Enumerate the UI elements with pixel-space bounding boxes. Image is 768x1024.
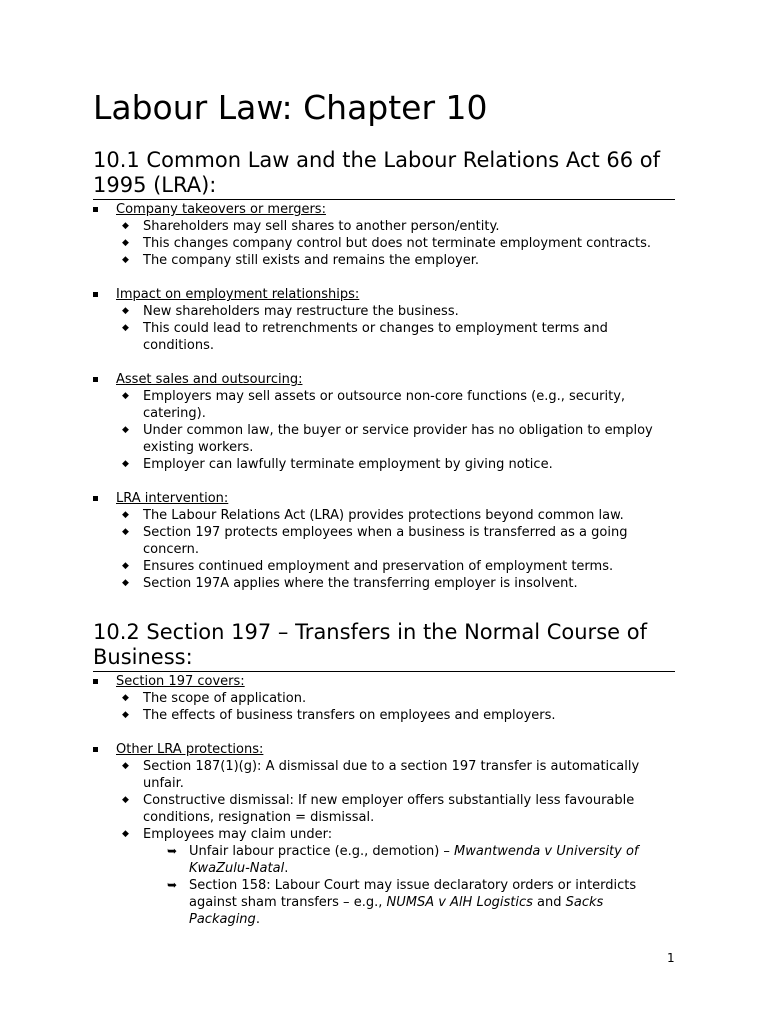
diamond-bullet-icon: ◆ (122, 761, 129, 771)
square-bullet-icon (93, 679, 98, 684)
bullet-list (93, 673, 675, 928)
sub-item: ◆ Employer can lawfully terminate employment by giving notice. (122, 457, 553, 472)
diamond-bullet-icon: ◆ (122, 238, 129, 248)
sub-item: ◆ Under common law, the buyer or service provider has no obligation to employ existing workers. (122, 423, 653, 455)
bullet-item (93, 371, 675, 473)
diamond-bullet-icon: ◆ (122, 829, 129, 839)
bullet-item (93, 741, 675, 928)
bullet-item (93, 673, 675, 724)
bullet-list (93, 201, 675, 592)
diamond-bullet-icon: ◆ (122, 425, 129, 435)
diamond-bullet-icon: ◆ (122, 795, 129, 805)
sub-list (116, 303, 675, 354)
diamond-bullet-icon: ◆ (122, 221, 129, 231)
bullet-label: Other LRA protections: (116, 742, 264, 757)
sub-item: ◆ The Labour Relations Act (LRA) provides protections beyond common law. (122, 508, 624, 523)
sub-list (116, 758, 675, 928)
diamond-bullet-icon: ◆ (122, 710, 129, 720)
sub-list (116, 690, 675, 724)
diamond-bullet-icon: ◆ (122, 561, 129, 571)
section-heading: 10.2 Section 197 – Transfers in the Normal Course of Business: (93, 620, 675, 672)
diamond-bullet-icon: ◆ (122, 391, 129, 401)
diamond-bullet-icon: ◆ (122, 306, 129, 316)
sub-list (116, 388, 675, 473)
page-number: 1 (667, 951, 675, 965)
bullet-label: Asset sales and outsourcing: (116, 372, 303, 387)
case-name: Mwantwenda v University of KwaZulu-Natal (189, 844, 639, 876)
square-bullet-icon (93, 496, 98, 501)
sub-item: ◆ This could lead to retrenchments or changes to employment terms and conditions. (122, 321, 608, 353)
bullet-label: Company takeovers or mergers: (116, 202, 326, 217)
sub-sub-list (143, 843, 675, 928)
sub-item: ◆ Shareholders may sell shares to another person/entity. (122, 219, 500, 234)
square-bullet-icon (93, 377, 98, 382)
arrow-bullet-icon: ➥ (167, 878, 178, 892)
diamond-bullet-icon: ◆ (122, 323, 129, 333)
section-10-1 (93, 148, 675, 592)
bullet-item (93, 201, 675, 269)
diamond-bullet-icon: ◆ (122, 693, 129, 703)
sub-item: ◆ Section 187(1)(g): A dismissal due to a section 197 transfer is automatically unfair. (122, 759, 640, 791)
document-title: Labour Law: Chapter 10 (93, 88, 488, 127)
diamond-bullet-icon: ◆ (122, 255, 129, 265)
section-heading: 10.1 Common Law and the Labour Relations Act 66 of 1995 (LRA): (93, 148, 675, 200)
sub-list (116, 218, 675, 269)
bullet-item (93, 490, 675, 592)
sub-item: ◆ Section 197A applies where the transferring employer is insolvent. (122, 576, 578, 591)
diamond-bullet-icon: ◆ (122, 459, 129, 469)
square-bullet-icon (93, 747, 98, 752)
sub-sub-item: ➥ Unfair labour practice (e.g., demotion) – Mwantwenda v University of KwaZulu-Natal. (167, 844, 639, 876)
arrow-bullet-icon: ➥ (167, 844, 178, 858)
bullet-label: Section 197 covers: (116, 674, 245, 689)
case-name: NUMSA v AlH Logistics (386, 895, 533, 910)
section-10-2 (93, 620, 675, 928)
sub-list (116, 507, 675, 592)
diamond-bullet-icon: ◆ (122, 527, 129, 537)
bullet-label: LRA intervention: (116, 491, 229, 506)
sub-item: ◆ The company still exists and remains the employer. (122, 253, 480, 268)
diamond-bullet-icon: ◆ (122, 510, 129, 520)
case-name: Sacks Packaging (189, 895, 604, 927)
sub-item: ◆ Ensures continued employment and preservation of employment terms. (122, 559, 614, 574)
bullet-item (93, 286, 675, 354)
sub-item: ◆ Section 197 protects employees when a business is transferred as a going concern. (122, 525, 628, 557)
sub-item: ◆ This changes company control but does not terminate employment contracts. (122, 236, 652, 251)
square-bullet-icon (93, 292, 98, 297)
sub-item: ◆ The effects of business transfers on employees and employers. (122, 708, 556, 723)
bullet-label: Impact on employment relationships: (116, 287, 360, 302)
sub-sub-item: ➥ Section 158: Labour Court may issue declaratory orders or interdicts against sham transfers – e.g., NUMSA v AlH Logistics and Sacks Packaging. (167, 878, 637, 927)
diamond-bullet-icon: ◆ (122, 578, 129, 588)
sub-item: ◆ Employers may sell assets or outsource non-core functions (e.g., security, catering). (122, 389, 626, 421)
sub-item: ◆ Constructive dismissal: If new employer offers substantially less favourable conditions, resignation = dismissal. (122, 793, 635, 825)
sub-item: ◆ Employees may claim under: ➥ Unfair labour practice (e.g., demotion) – Mwantwenda v University of KwaZulu-Natal. ➥ Section 158: Labour Court may issue declaratory orders or interdicts against sham transfers – e.g., NUMSA v AlH Logistics and Sacks Packaging. (116, 826, 675, 928)
document-page (93, 88, 675, 928)
sub-item: ◆ New shareholders may restructure the business. (122, 304, 459, 319)
square-bullet-icon (93, 207, 98, 212)
sub-item: ◆ The scope of application. (122, 691, 307, 706)
